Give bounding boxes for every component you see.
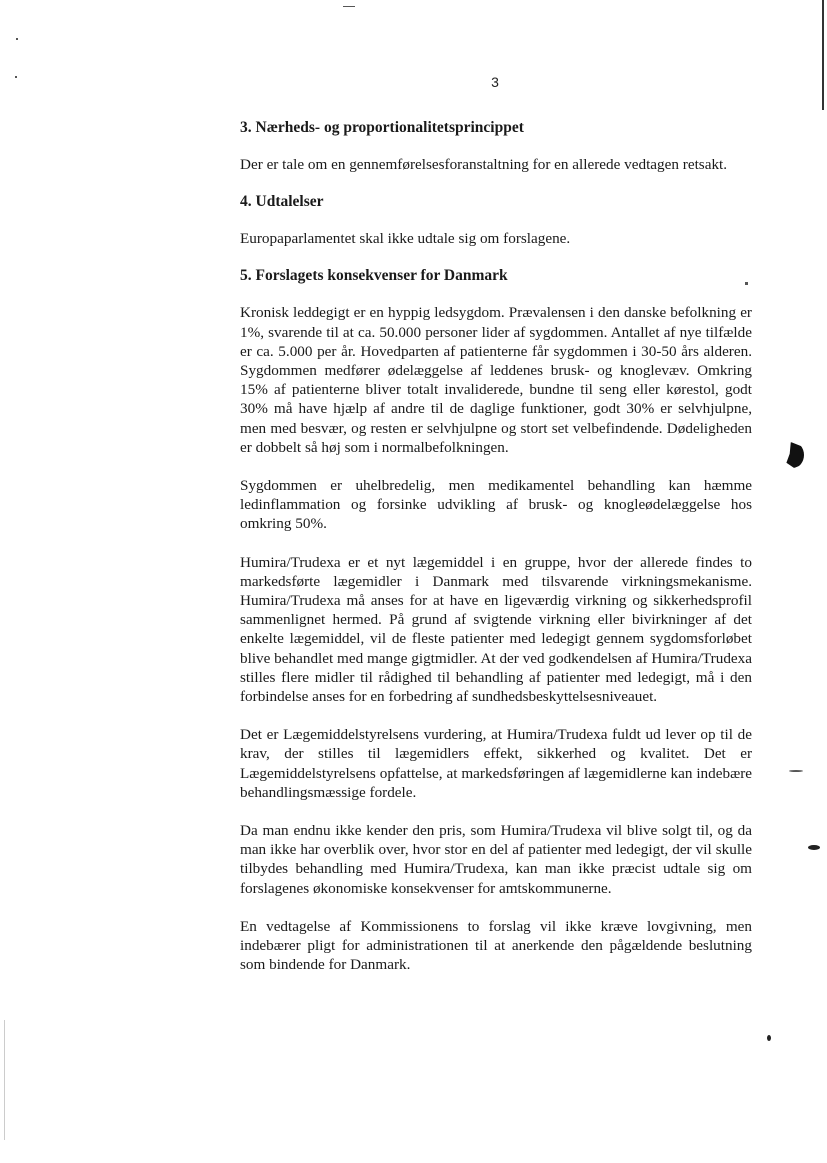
scan-mark-top xyxy=(343,6,355,7)
scan-dot-left-1 xyxy=(16,38,18,40)
scan-speck-right-4 xyxy=(767,1035,771,1041)
section-5-paragraph-4: Det er Lægemiddelstyrelsens vurdering, at Humira/Trudexa fuldt ud lever op til de krav, der stilles til lægemidlers effekt, sikkerhed og kvalitet. Det er Lægemiddelstyrelsens opfattelse, at markedsføringen af lægemidlerne kan indebære behandlingsmæssige fordele. xyxy=(240,726,752,801)
scan-line-left xyxy=(4,1020,5,1140)
section-heading-4: 4. Udtalelser xyxy=(240,193,324,211)
scan-dot-left-2 xyxy=(15,76,17,78)
document-body xyxy=(240,118,752,975)
section-5-paragraph-3: Humira/Trudexa er et nyt lægemiddel i en gruppe, hvor der allerede findes to markedsførte lægemidler i Danmark med tilsvarende virkningsmekanisme. Humira/Trudexa må anses for at have en ligeværdig virkning og sikkerhedsprofil sammenlignet hermed. På grund af svigtende virkning eller bivirkninger af det enkelte lægemiddel, vil de fleste patienter med ledegigt gennem sygdomsforløbet blive behandlet med mange gigtmidler. At der ved godkendelsen af Humira/Trudexa stilles flere midler til rådighed til behandling af patienter med ledegigt, må i den forbindelse anses for en forbedring af sundhedsbeskyttelsesniveauet. xyxy=(240,553,752,706)
scan-speck-right-3 xyxy=(808,845,820,850)
section-4-paragraph: Europaparlamentet skal ikke udtale sig om forslagene. xyxy=(240,230,571,248)
scan-ink-blob xyxy=(782,442,804,468)
scan-speck-right-2 xyxy=(789,770,803,772)
section-5-paragraph-1: Kronisk leddegigt er en hyppig ledsygdom. Prævalensen i den danske befolkning er 1%, svarende til at ca. 50.000 personer lider af sygdommen. Antallet af nye tilfælde er ca. 5.000 per år. Hovedparten af patienterne får sygdommen i 30-50 års alderen. Sygdommen medfører ødelæggelse af leddenes brusk- og knoglevæv. Omkring 15% af patienterne bliver totalt invaliderede, bundne til seng eller kørestol, godt 30% må have hjælp af andre til de daglige funktioner, godt 30% er selvhjulpne, men med besvær, og resten er selvhjulpne og stort set velbefindende. Dødeligheden er dobbelt så høj som i normalbefolkningen. xyxy=(240,304,752,456)
section-5-paragraph-5: Da man endnu ikke kender den pris, som Humira/Trudexa vil blive solgt til, og da man ikke har overblik over, hvor stor en del af patienter med ledegigt, der vil skulle tilbydes behandling med Humira/Trudexa, kan man ikke præcist udtale sig om forslagenes økonomiske konsekvenser for amtskommunerne. xyxy=(240,822,752,897)
section-heading-5: 5. Forslagets konsekvenser for Danmark xyxy=(240,267,508,285)
section-5-paragraph-2: Sygdommen er uhelbredelig, men medikamentel behandling kan hæmme ledinflammation og forsinke udvikling af brusk- og knogleødelæggelse hos omkring 50%. xyxy=(240,477,752,533)
scan-edge-right xyxy=(822,0,824,110)
section-3-paragraph: Der er tale om en gennemførelsesforanstaltning for en allerede vedtagen retsakt. xyxy=(240,156,728,173)
section-heading-3: 3. Nærheds- og proportionalitetsprincippet xyxy=(240,119,524,136)
scan-speck-right-1 xyxy=(745,282,748,285)
page-number: 3 xyxy=(491,74,499,90)
section-5-paragraph-6: En vedtagelse af Kommissionens to forslag vil ikke kræve lovgivning, men indebærer pligt for administrationen til at anerkende den pågældende beslutning som bindende for Danmark. xyxy=(240,917,752,974)
